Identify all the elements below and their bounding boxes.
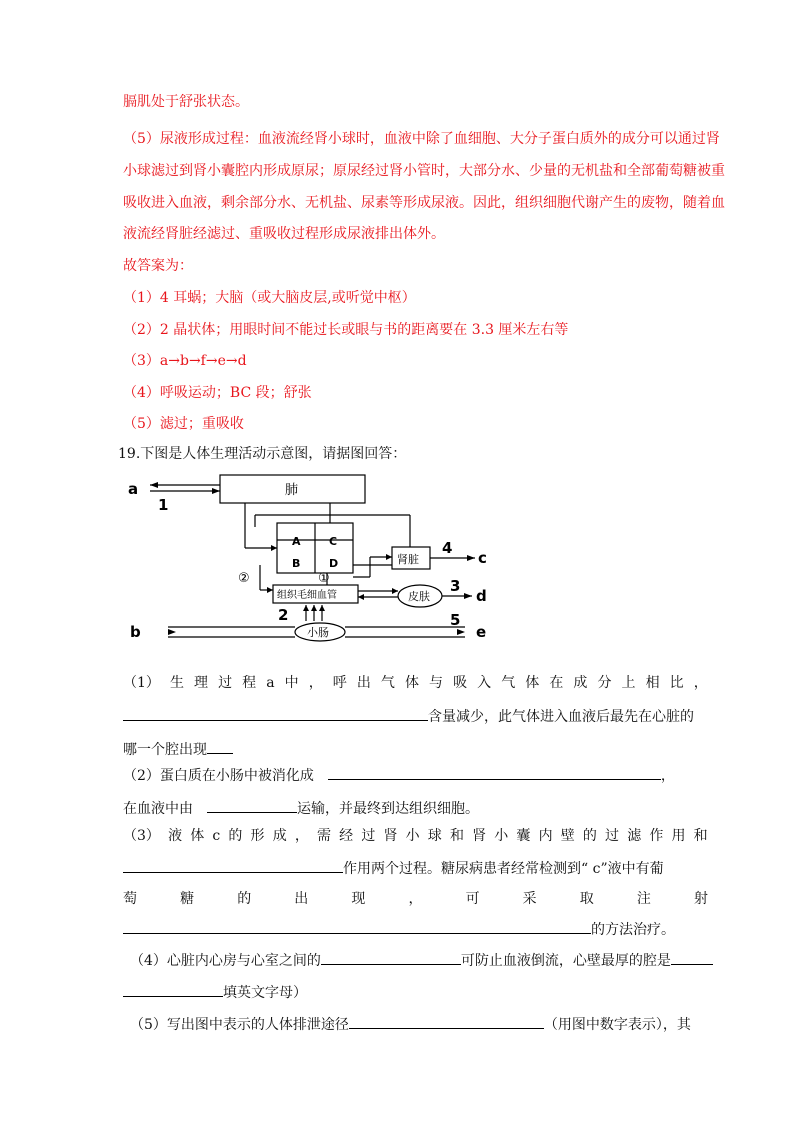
q3p1-char: 液: [168, 828, 183, 844]
q1p1-char: 呼: [332, 675, 347, 691]
q3p1-char: 的: [582, 828, 597, 844]
q4-blank-1[interactable]: [321, 950, 461, 965]
q3p1-char: 用: [671, 828, 686, 844]
label-b: b: [130, 623, 141, 641]
q1p1-char: 理: [194, 675, 209, 691]
q1p1-char: 在: [549, 675, 564, 691]
q3p1-char: （3）: [123, 828, 160, 844]
analysis-line-2: （5）尿液形成过程：血液流经肾小球时，血液中除了血细胞、大分子蛋白质外的成分可以通过肾: [123, 131, 720, 147]
q3p3-char: 可: [465, 891, 480, 907]
q5-text-1: （5）写出图中表示的人体排泄途径: [130, 1017, 349, 1033]
q1p1-char: 入: [477, 675, 492, 691]
q2-line-1: [123, 765, 675, 786]
chamber-c: C: [329, 535, 338, 548]
q3p3-char: 现: [351, 891, 366, 907]
q3-line-4: [123, 919, 675, 940]
q1p1-char: 分: [597, 675, 612, 691]
q1p1-char: 体: [525, 675, 540, 691]
q1p1-char: 成: [573, 675, 588, 691]
q3p1-char: 肾: [472, 828, 487, 844]
q4-text-1b: 可防止血液倒流，心壁最厚的腔是: [460, 953, 671, 969]
label-e: e: [476, 623, 487, 641]
label-a: a: [128, 480, 139, 498]
q3-text-4: 的方法治疗。: [591, 922, 675, 938]
q3-blank-1[interactable]: [123, 858, 343, 873]
q2-blank-2[interactable]: [207, 798, 297, 813]
answer-item-5: （5）滤过；重吸收: [123, 416, 244, 432]
q2-text-2a: 在血液中由: [123, 801, 193, 817]
answer-item-2: （2）2 晶状体；用眼时间不能过长或眼与书的距离要在 3.3 厘米左右等: [123, 322, 569, 338]
q1p1-char: （1）: [123, 675, 160, 691]
q3-line-1: [123, 826, 708, 846]
q3p1-char: 囊: [516, 828, 531, 844]
q4-blank-3[interactable]: [123, 982, 223, 997]
q4-blank-2[interactable]: [671, 950, 713, 965]
q3-blank-2[interactable]: [123, 919, 591, 934]
q3p1-char: 小: [494, 828, 509, 844]
analysis-line-1: 膈肌处于舒张状态。: [123, 94, 249, 110]
answer-item-1: （1）4 耳蜗；大脑（或大脑皮层,或听觉中枢）: [123, 290, 416, 306]
q3p1-char: ，: [294, 828, 309, 844]
q3p1-char: 肾: [383, 828, 398, 844]
answer-heading: 故答案为：: [123, 258, 193, 274]
label-circled-1: ①: [318, 571, 330, 586]
q3-line-2: [123, 858, 664, 879]
q1p1-char: 出: [356, 675, 371, 691]
q5-text-1b: （用图中数字表示），其: [543, 1017, 691, 1033]
q3p1-char: 球: [427, 828, 442, 844]
q3p1-char: 和: [693, 828, 708, 844]
q2-text-1: （2）蛋白质在小肠中被消化成: [123, 768, 314, 784]
q5-blank-1[interactable]: [349, 1014, 544, 1029]
q4-line-1: [130, 950, 713, 971]
q2-comma: ，: [660, 768, 675, 784]
q3p3-char: 糖: [180, 891, 195, 907]
q3p1-char: 内: [538, 828, 553, 844]
q4-text-2: 填英文字母）: [223, 985, 307, 1001]
q3p1-char: 壁: [560, 828, 575, 844]
q2-line-2: [123, 798, 479, 819]
q1p1-char: 吸: [453, 675, 468, 691]
q3-line-3: [123, 889, 708, 909]
lung-label: 肺: [285, 483, 299, 498]
q3p3-char: 射: [693, 891, 708, 907]
q1-line-1: [123, 673, 708, 693]
answer-item-4: （4）呼吸运动；BC 段；舒张: [123, 385, 312, 401]
q1p1-char: 与: [429, 675, 444, 691]
q4-line-2: [123, 982, 307, 1003]
q3p1-char: 作: [649, 828, 664, 844]
analysis-line-3: 小球滤过到肾小囊腔内形成原尿；原尿经过肾小管时，大部分水、少量的无机盐和全部葡萄糖被重: [123, 163, 725, 179]
question-19-title: 19.下图是人体生理活动示意图，请据图回答：: [118, 446, 407, 462]
kidney-label: 肾脏: [397, 553, 419, 566]
q3p1-char: 需: [317, 828, 332, 844]
q3p3-char: 萄: [123, 891, 137, 907]
q1-text-3: 哪一个腔出现: [123, 742, 207, 758]
q1p1-char: 中: [284, 675, 299, 691]
label-1: 1: [158, 496, 169, 514]
label-4: 4: [442, 539, 453, 557]
q3p3-char: 取: [579, 891, 594, 907]
q3p1-char: 滤: [627, 828, 642, 844]
q1p1-char: 比: [669, 675, 684, 691]
q1p1-char: 生: [169, 675, 184, 691]
chamber-d: D: [329, 557, 339, 570]
q3p3-char: 出: [294, 891, 309, 907]
q1-blank-1[interactable]: [123, 706, 428, 721]
q1p1-char: 气: [380, 675, 395, 691]
q3p1-char: 经: [339, 828, 354, 844]
q1p1-char: a: [266, 675, 275, 691]
q3p1-char: 的: [228, 828, 243, 844]
analysis-line-4: 吸收进入血液，剩余部分水、无机盐、尿素等形成尿液。因此，组织细胞代谢产生的废物，随着血: [123, 195, 725, 211]
chamber-a: A: [292, 535, 301, 548]
q4-text-1: （4）心脏内心房与心室之间的: [130, 953, 321, 969]
chamber-b: B: [292, 557, 301, 570]
q3-text-2: 作用两个过程。糖尿病患者经常检测到“ c”液中有葡: [343, 861, 664, 877]
q3p3-char: 采: [522, 891, 537, 907]
q1-text-2: 含量减少，此气体进入血液后最先在心脏的: [428, 709, 694, 725]
q1p1-char: ，: [308, 675, 323, 691]
label-5: 5: [450, 611, 461, 629]
q2-text-2b: 运输，并最终到达组织细胞。: [297, 801, 479, 817]
answer-item-3: （3）a→b→f→e→d: [123, 353, 247, 369]
q3p1-char: 小: [405, 828, 420, 844]
q5-line-1: [130, 1014, 691, 1035]
q1p1-char: ，: [693, 675, 708, 691]
q3p1-char: 过: [361, 828, 376, 844]
q3p3-char: ，: [408, 891, 423, 907]
q1-line-2: [123, 706, 694, 727]
label-c: c: [478, 549, 487, 567]
skin-label: 皮肤: [408, 590, 430, 603]
q3p1-char: 和: [449, 828, 464, 844]
intestine-label: 小肠: [307, 626, 329, 639]
q3p1-char: 体: [190, 828, 205, 844]
label-3: 3: [450, 577, 461, 595]
label-2: 2: [278, 606, 289, 624]
q3p1-char: c: [212, 828, 221, 844]
q3p1-char: 成: [272, 828, 287, 844]
analysis-line-5: 液流经肾脏经滤过、重吸收过程形成尿液排出体外。: [123, 226, 445, 242]
label-d: d: [476, 587, 487, 605]
q1p1-char: 上: [621, 675, 636, 691]
q1p1-char: 气: [501, 675, 516, 691]
q2-blank-1[interactable]: [328, 765, 661, 780]
label-circled-2: ②: [238, 571, 250, 586]
q3p3-char: 注: [636, 891, 651, 907]
q3p3-char: 的: [237, 891, 252, 907]
q1p1-char: 程: [242, 675, 257, 691]
q1-blank-2[interactable]: [207, 739, 233, 754]
q3p1-char: 形: [250, 828, 265, 844]
q3p1-char: 过: [605, 828, 620, 844]
q1p1-char: 体: [404, 675, 419, 691]
q1p1-char: 过: [218, 675, 233, 691]
q1-line-3: [123, 739, 233, 760]
capillary-label: 组织毛细血管: [277, 590, 337, 601]
q1p1-char: 相: [645, 675, 660, 691]
physiology-diagram: [120, 465, 500, 650]
